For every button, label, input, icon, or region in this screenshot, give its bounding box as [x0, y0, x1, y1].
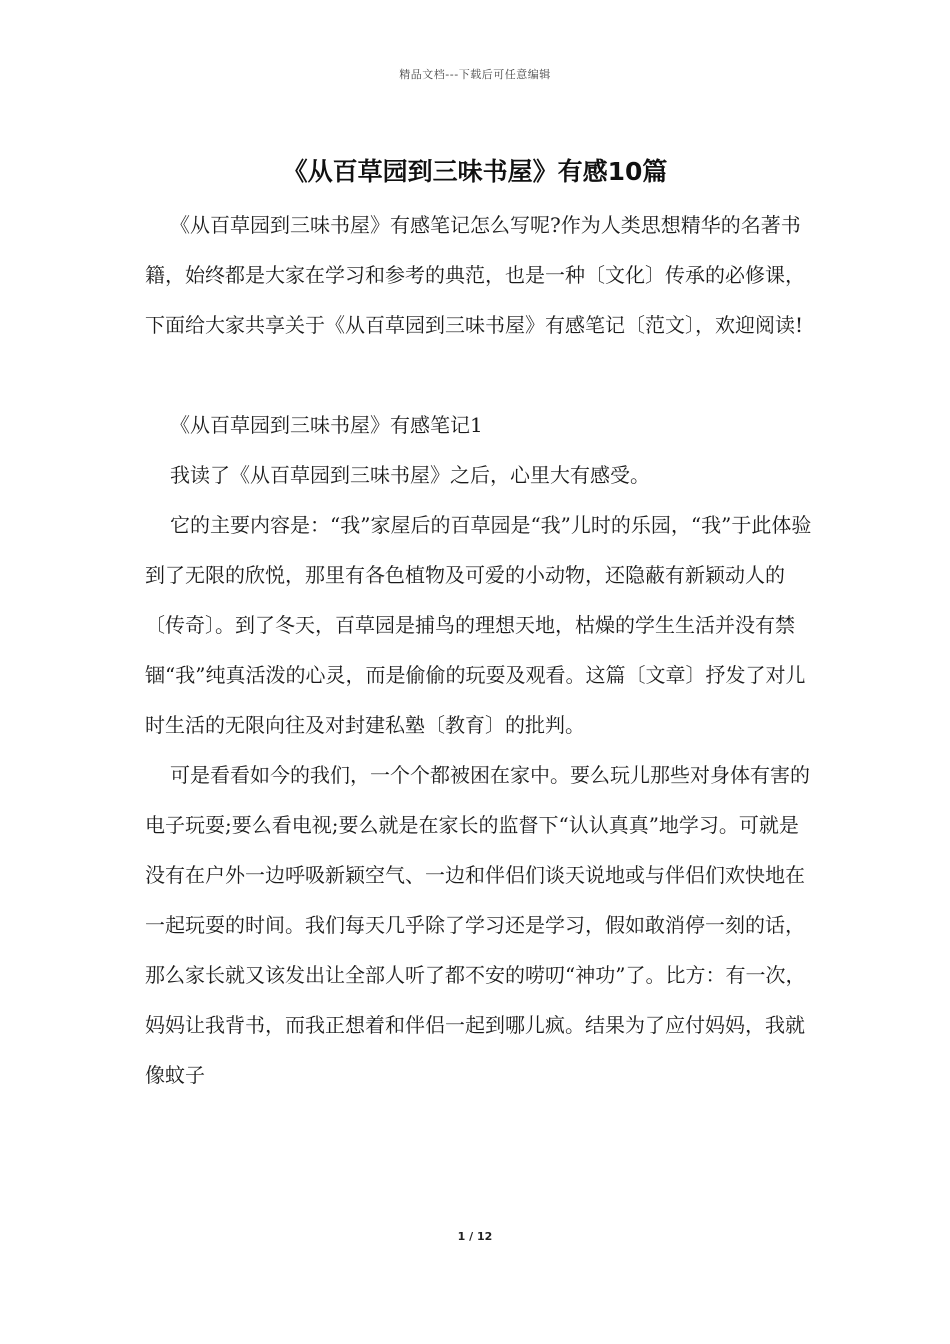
body-paragraph: 可是看看如今的我们，一个个都被困在家中。要么玩儿那些对身体有害的电子玩耍;要么看电视;要么就是在家长的监督下“认认真真”地学习。可就是没有在户外一边呼吸新颖空气、一边和伴侣们谈天说地或与伴侣们欢快地在一起玩耍的时间。我们每天几乎除了学习还是学习，假如敢消停一刻的话，那么家长就又该发出让全部人听了都不安的唠叨“神功”了。比方：有一次，妈妈让我背书，而我正想着和伴侣一起到哪儿疯。结果为了应付妈妈，我就像蚊子	[145, 763, 810, 1087]
document-title: 《从百草园到三味书屋》有感10篇	[282, 157, 668, 186]
body-paragraph: 它的主要内容是：“我”家屋后的百草园是“我”儿时的乐园，“我”于此体验到了无限的欣悦，那里有各色植物及可爱的小动物，还隐蔽有新颖动人的〔传奇〕。到了冬天，百草园是捕鸟的理想天地，枯燥的学生生活并没有禁锢“我”纯真活泼的心灵，而是偷偷的玩耍及观看。这篇〔文章〕抒发了对儿时生活的无限向往及对封建私塾〔教育〕的批判。	[145, 513, 812, 737]
page-header: 精品文档---下载后可任意编辑	[399, 68, 551, 81]
section-heading: 《从百草园到三味书屋》有感笔记1	[170, 413, 483, 437]
page-number: 1 / 12	[457, 1230, 493, 1243]
body-paragraph: 我读了《从百草园到三味书屋》之后，心里大有感受。	[170, 463, 650, 487]
intro-paragraph: 《从百草园到三味书屋》有感笔记怎么写呢?作为人类思想精华的名著书籍，始终都是大家在学习和参考的典范，也是一种〔文化〕传承的必修课，下面给大家共享关于《从百草园到三味书屋》有感笔记〔范文〕，欢迎阅读!	[145, 213, 805, 337]
document-body	[145, 200, 815, 1100]
